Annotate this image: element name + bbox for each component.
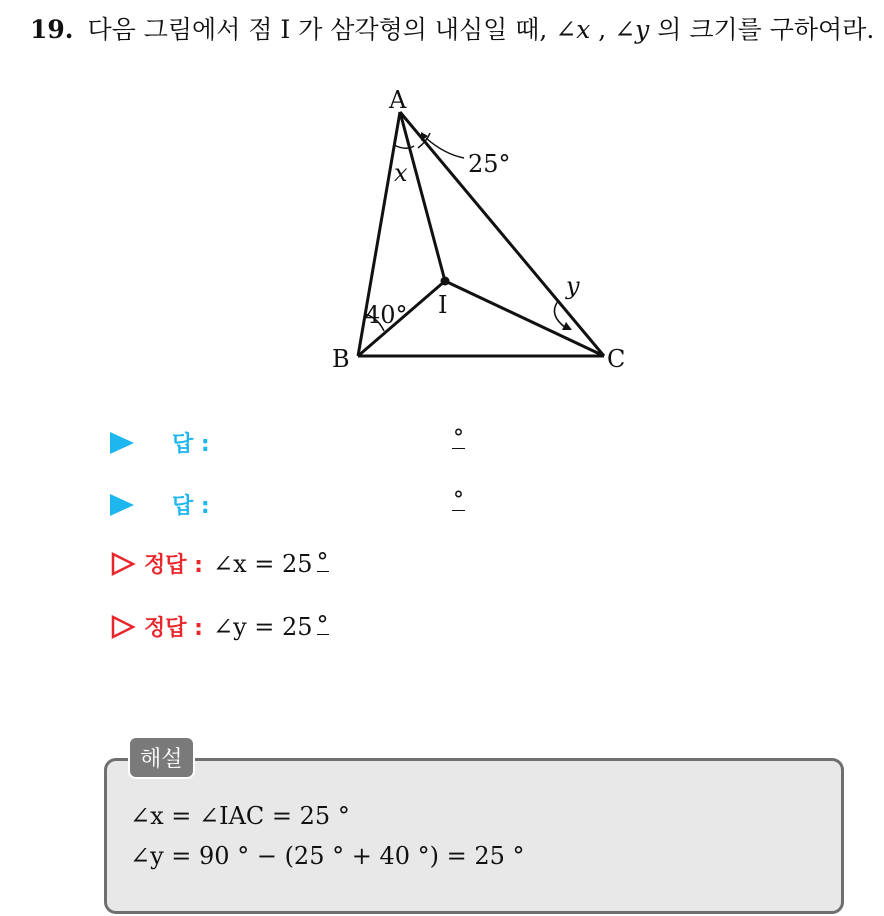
- label-b: B: [332, 345, 350, 373]
- incenter-dot: [441, 277, 450, 286]
- answer-blank-1[interactable]: °: [453, 426, 464, 451]
- label-x: x: [394, 159, 408, 187]
- question-text: [30, 10, 874, 46]
- label-c: C: [607, 345, 626, 373]
- answer-label: 답 :: [172, 494, 210, 519]
- correct-unit: °: [316, 611, 329, 639]
- angle-x-ref: ∠x: [555, 15, 591, 44]
- outline-triangle-icon: [110, 551, 136, 577]
- segment-ci: [445, 281, 604, 356]
- label-angle-40: 40°: [365, 301, 408, 329]
- question-tail: 의 크기를 구하여라.: [649, 15, 875, 44]
- answer-label: 답 :: [172, 432, 210, 457]
- correct-row-2: [110, 611, 329, 642]
- solution-box: [104, 758, 844, 914]
- correct-unit: °: [316, 548, 329, 576]
- correct-label: 정답 :: [144, 616, 203, 641]
- question-body: 다음 그림에서 점 I 가 삼각형의 내심일 때,: [87, 15, 556, 44]
- label-y: y: [566, 272, 580, 300]
- correct-row-1: [110, 548, 329, 579]
- correct-expr: ∠y = 25: [212, 612, 313, 641]
- correct-label: 정답 :: [144, 553, 203, 578]
- triangle-figure: [320, 78, 640, 378]
- answer-blank-2[interactable]: °: [453, 488, 464, 513]
- label-i: I: [438, 291, 448, 319]
- correct-expr: ∠x = 25: [212, 549, 313, 578]
- angle-y-ref: ∠y: [614, 15, 650, 44]
- question-number: 19.: [30, 15, 74, 44]
- separator: ,: [590, 15, 615, 44]
- solution-line-2: ∠y = 90 ° − (25 ° + 40 °) = 25 °: [130, 842, 525, 870]
- solution-tag: 해설: [128, 736, 195, 779]
- answer-row-1: [110, 427, 210, 458]
- outline-triangle-icon: [110, 614, 136, 640]
- side-ac: [400, 112, 604, 356]
- label-a: A: [389, 86, 407, 114]
- play-triangle-icon: [110, 432, 134, 454]
- play-triangle-icon: [110, 494, 134, 516]
- label-angle-25: 25°: [468, 150, 511, 178]
- answer-row-2: [110, 489, 210, 520]
- angle-arc-x: [394, 145, 414, 148]
- solution-line-1: ∠x = ∠IAC = 25 °: [130, 802, 350, 830]
